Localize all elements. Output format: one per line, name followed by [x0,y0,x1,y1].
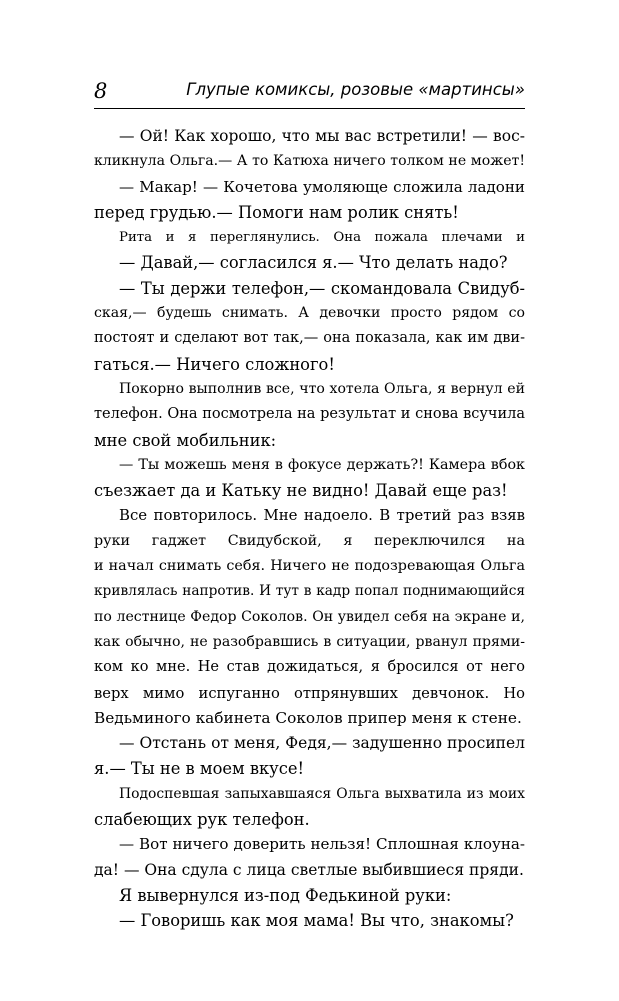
text-line: — Макар! — Кочетова умоляюще сложила ладони [119,177,525,196]
text-line: верх мимо испуганно отпрянувших девчонок. Но [94,684,525,702]
text-line: ская,— будешь снимать. А девочки просто рядом со [94,305,525,322]
text-line: по лестнице Федор Соколов. Он увидел себя на экране и, [94,608,525,625]
text-line: — Говоришь как моя мама! Вы что, знакомы? [119,911,514,931]
page-header [94,79,525,105]
page-number: 8 [94,79,108,103]
text-line: гаться.— Ничего сложного! [94,354,335,374]
text-line: постоят и сделают вот так,— она показала, как им дви- [94,330,525,347]
text-line: руки гаджет Свидубской, я переключился на [94,532,525,549]
text-line: — Ой! Как хорошо, что мы вас встретили! — вос- [119,127,525,145]
text-line: я.— Ты не в моем вкусе! [94,759,305,779]
text-line: кривлялась напротив. И тут в кадр попал поднимающийся [94,583,525,600]
text-line: Покорно выполнив все, что хотела Ольга, я вернул ей [119,380,525,397]
text-line: — Ты держи телефон,— скомандовала Свидуб- [119,278,525,298]
text-line: кликнула Ольга.— А то Катюха ничего толком не может! [94,153,525,170]
text-line: ком ко мне. Не став дожидаться, я бросился от него [94,659,525,676]
text-line: съезжает да и Катьку не видно! Давай еще раз! [94,481,508,501]
header-rule [94,108,525,109]
running-title: Глупые комиксы, розовые «мартинсы» [186,80,525,99]
text-line: Подоспевшая запыхавшаяся Ольга выхватила из моих [119,785,525,802]
text-line: — Отстань от меня, Федя,— задушенно просипел [119,734,525,753]
body-text [94,124,525,934]
text-line: Рита и я переглянулись. Она пожала плечами и [119,230,525,246]
text-line: как обычно, не разобравшись в ситуации, рванул прями- [94,633,525,650]
text-line: телефон. Она посмотрела на результат и снова всучила [94,406,525,423]
text-line: — Вот ничего доверить нельзя! Сплошная клоуна- [119,835,525,854]
text-line: и начал снимать себя. Ничего не подозревающая Ольга [94,558,525,575]
text-line: Все повторилось. Мне надоело. В третий раз взяв [119,506,525,525]
text-line: — Давай,— согласился я.— Что делать надо? [119,253,508,273]
text-line: перед грудью.— Помоги нам ролик снять! [94,202,459,222]
text-line: — Ты можешь меня в фокусе держать?! Камера вбок [119,456,525,473]
text-line: Я вывернулся из-под Федькиной руки: [119,885,452,905]
text-line: мне свой мобильник: [94,430,277,450]
text-line: Ведьминого кабинета Соколов припер меня к стене. [94,708,522,727]
text-line: да! — Она сдула с лица светлые выбившиеся пряди. [94,860,524,879]
text-line: слабеющих рук телефон. [94,810,310,830]
